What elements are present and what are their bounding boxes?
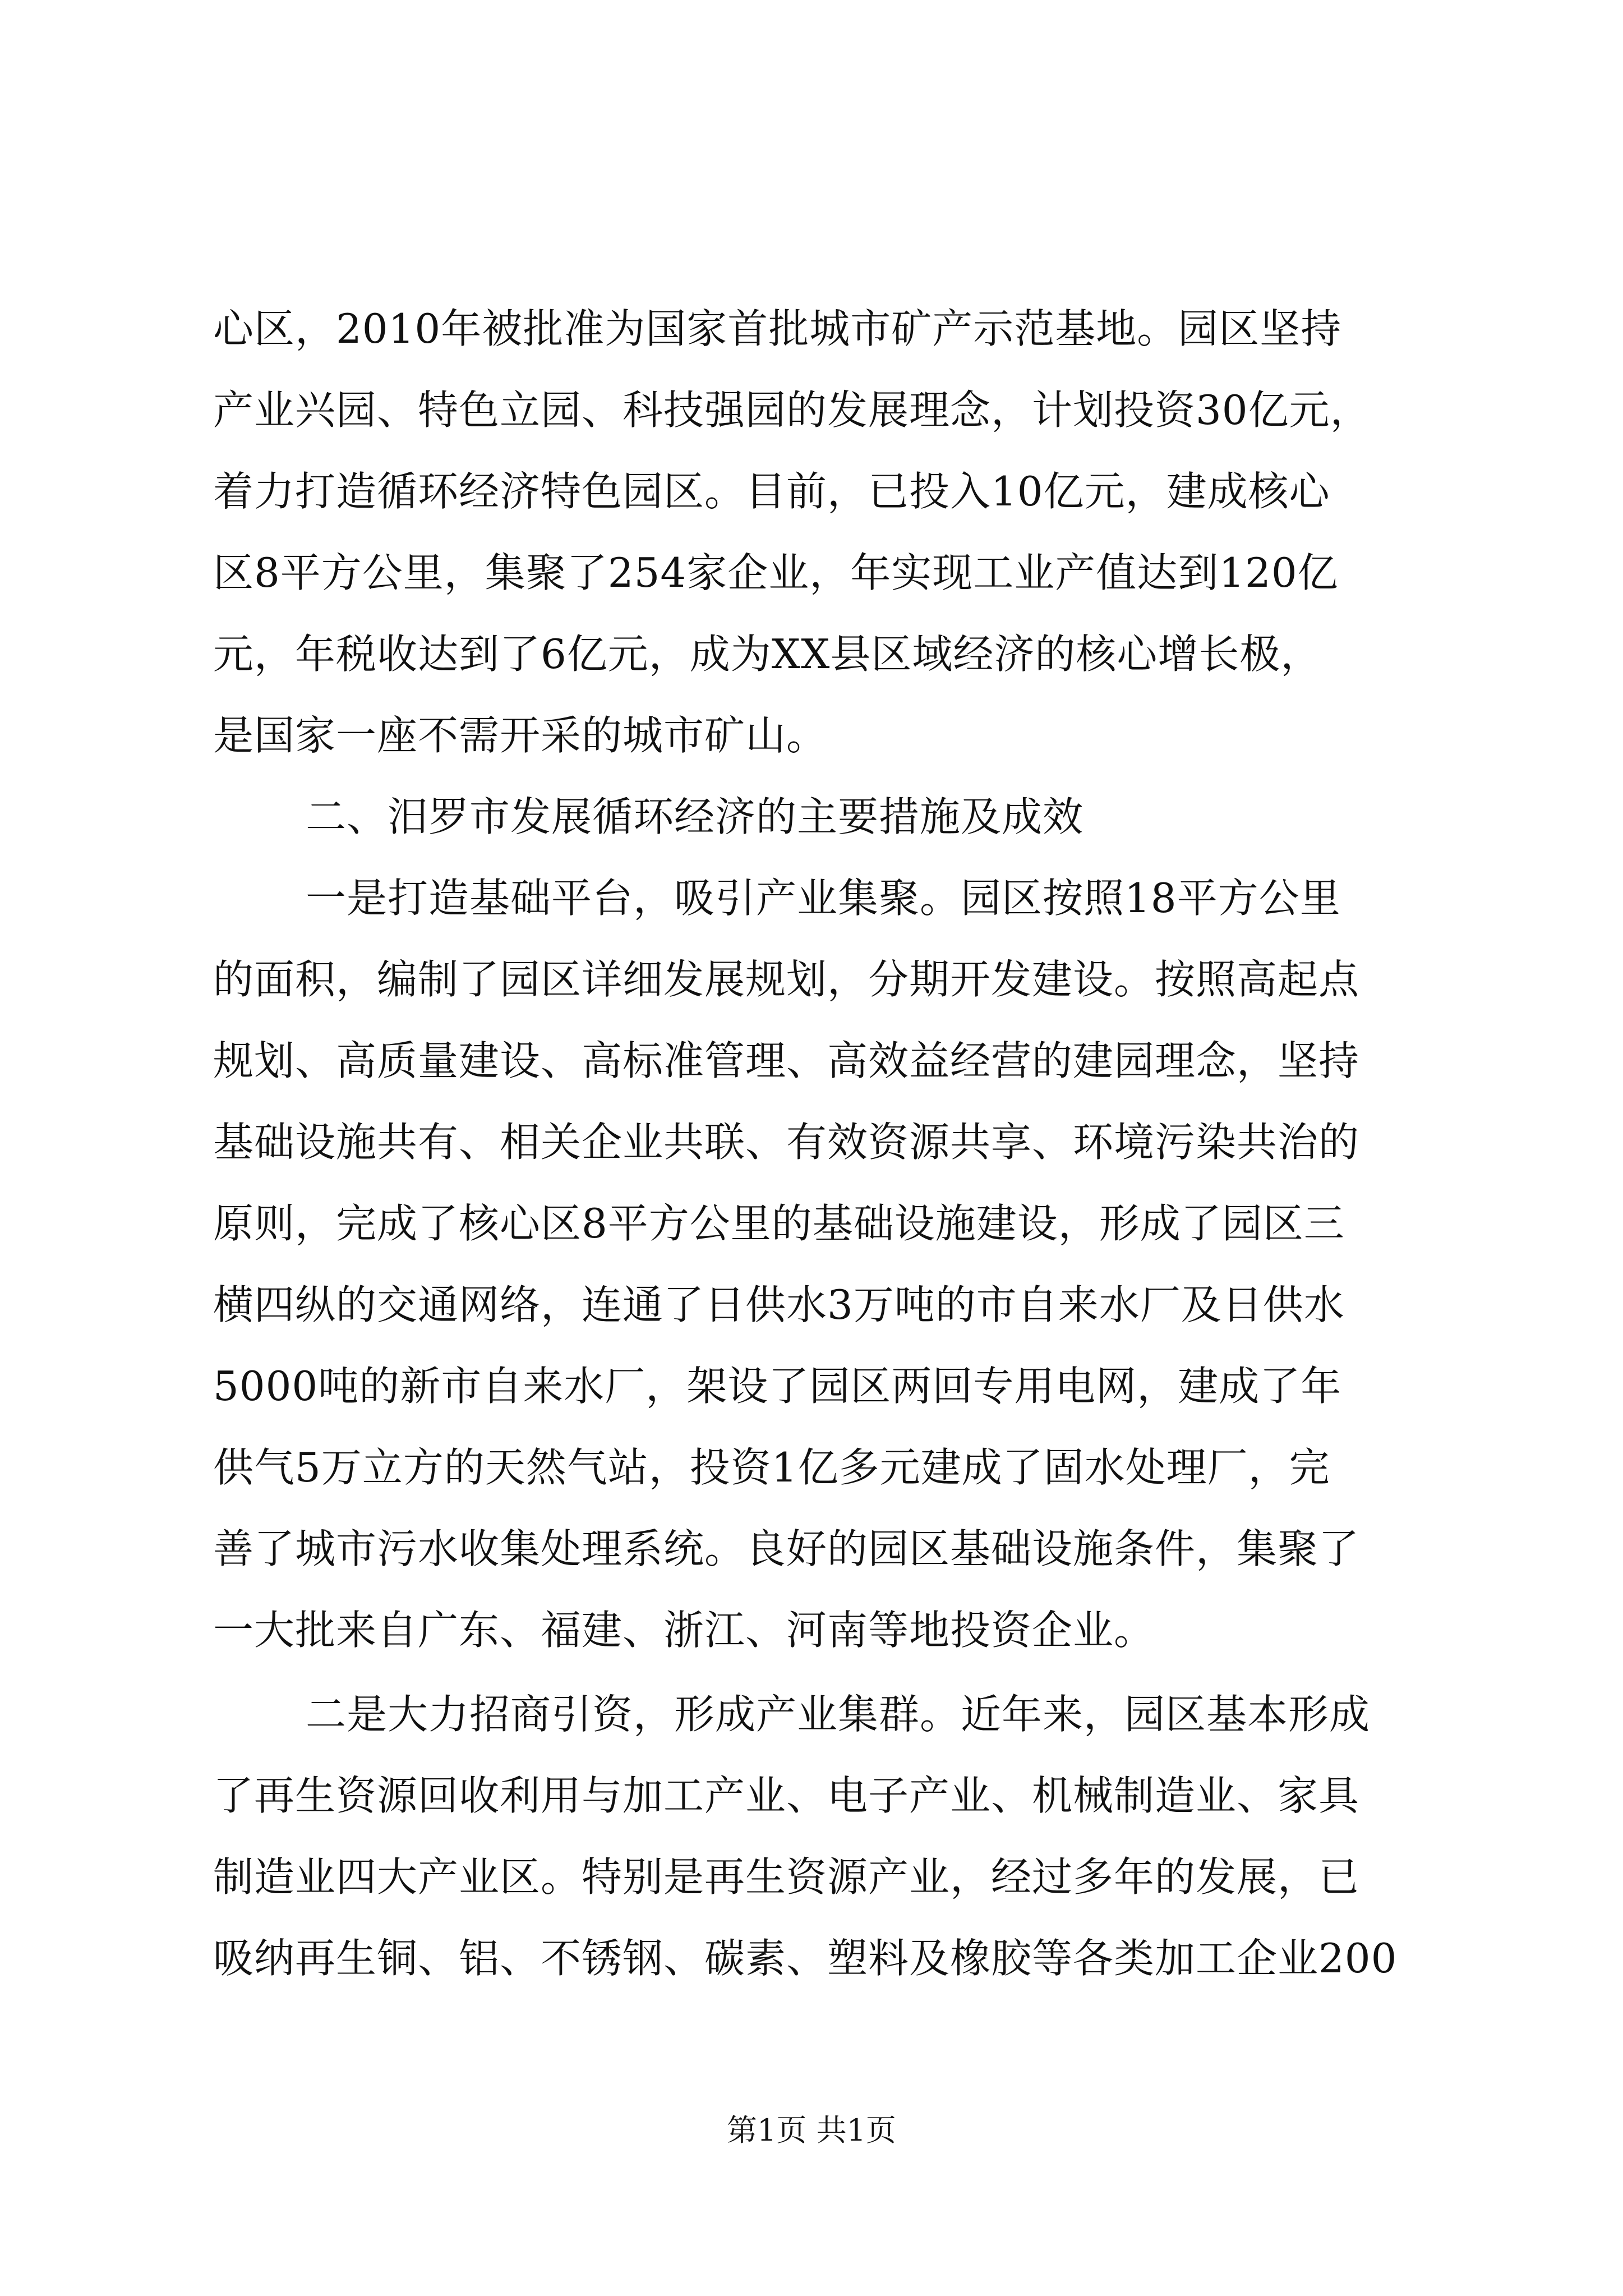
text-line: 二是大力招商引资，形成产业集群。近年来，园区基本形成 <box>306 1691 1371 1738</box>
text-line: 是国家一座不需开采的城市矿山。 <box>213 712 828 759</box>
text-line: 基础设施共有、相关企业共联、有效资源共享、环境污染共治的 <box>213 1119 1360 1166</box>
text-line: 元，年税收达到了6亿元，成为XX县区域经济的核心增长极， <box>213 631 1322 678</box>
text-line: 一大批来自广东、福建、浙江、河南等地投资企业。 <box>213 1607 1155 1654</box>
text-line: 的面积，编制了园区详细发展规划，分期开发建设。按照高起点 <box>213 956 1360 1003</box>
page-footer: 第1页 共1页 <box>727 2113 896 2148</box>
text-line: 5000吨的新市自来水厂，架设了园区两回专用电网，建成了年 <box>213 1363 1342 1410</box>
text-line: 横四纵的交通网络，连通了日供水3万吨的市自来水厂及日供水 <box>213 1281 1345 1328</box>
text-line: 原则，完成了核心区8平方公里的基础设施建设，形成了园区三 <box>213 1200 1345 1247</box>
text-line: 区8平方公里，集聚了254家企业，年实现工业产值达到120亿 <box>213 549 1339 596</box>
text-line: 着力打造循环经济特色园区。目前，已投入10亿元，建成核心 <box>213 468 1330 515</box>
section-heading: 二、汨罗市发展循环经济的主要措施及成效 <box>306 793 1084 840</box>
text-line: 规划、高质量建设、高标准管理、高效益经营的建园理念，坚持 <box>213 1037 1360 1084</box>
text-line: 一是打造基础平台，吸引产业集聚。园区按照18平方公里 <box>306 875 1341 922</box>
text-line: 制造业四大产业区。特别是再生资源产业，经过多年的发展，已 <box>213 1853 1360 1901</box>
text-line: 供气5万立方的天然气站，投资1亿多元建成了固水处理厂，完 <box>213 1444 1330 1491</box>
text-line: 善了城市污水收集处理系统。良好的园区基础设施条件，集聚了 <box>213 1525 1360 1572</box>
text-line: 吸纳再生铜、铝、不锈钢、碳素、塑料及橡胶等各类加工企业200 <box>213 1935 1398 1982</box>
text-line: 产业兴园、特色立园、科技强园的发展理念，计划投资30亿元， <box>213 386 1371 434</box>
text-line: 心区，2010年被批准为国家首批城市矿产示范基地。园区坚持 <box>213 305 1342 352</box>
text-line: 了再生资源回收利用与加工产业、电子产业、机械制造业、家具 <box>213 1772 1360 1819</box>
